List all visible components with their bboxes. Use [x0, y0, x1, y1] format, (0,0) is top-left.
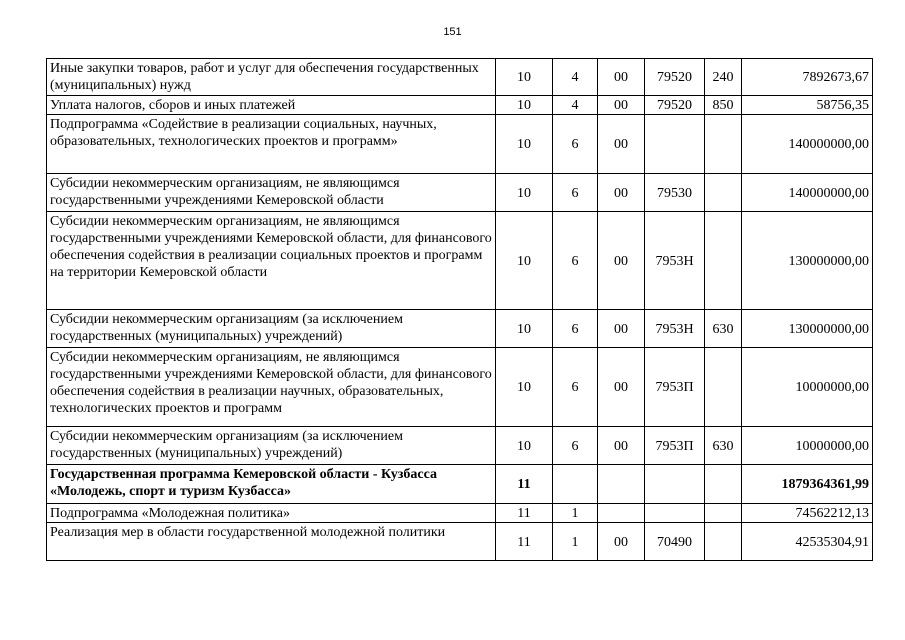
expense-type-code: 240: [705, 59, 742, 96]
amount: 7892673,67: [742, 59, 873, 96]
section-code: 10: [496, 115, 553, 174]
table-row: [47, 427, 873, 465]
subsection-code: 6: [553, 174, 598, 212]
program-code: 00: [598, 427, 645, 465]
target-article-code: 7953П: [645, 348, 705, 427]
row-name: Уплата налогов, сборов и иных платежей: [47, 96, 496, 115]
expense-type-code: [705, 115, 742, 174]
program-code: 00: [598, 59, 645, 96]
target-article-code: 7953Н: [645, 212, 705, 310]
table-row: [47, 348, 873, 427]
budget-table: [46, 58, 873, 561]
program-code: 00: [598, 348, 645, 427]
amount: 58756,35: [742, 96, 873, 115]
subsection-code: 1: [553, 523, 598, 561]
expense-type-code: [705, 174, 742, 212]
expense-type-code: [705, 523, 742, 561]
row-name: Субсидии некоммерческим организациям (за исключением государственных (муниципальных) учреждений): [47, 427, 496, 465]
section-code: 10: [496, 427, 553, 465]
expense-type-code: [705, 504, 742, 523]
table-row: [47, 212, 873, 310]
target-article-code: [645, 115, 705, 174]
expense-type-code: [705, 465, 742, 504]
amount: 1879364361,99: [742, 465, 873, 504]
amount: 74562212,13: [742, 504, 873, 523]
table-row: [47, 465, 873, 504]
amount: 10000000,00: [742, 348, 873, 427]
table-row: [47, 115, 873, 174]
row-name: Подпрограмма «Содействие в реализации социальных, научных, образовательных, технологических проектов и программ»: [47, 115, 496, 174]
row-name: Государственная программа Кемеровской области - Кузбасса «Молодежь, спорт и туризм Кузбасса»: [47, 465, 496, 504]
subsection-code: 6: [553, 310, 598, 348]
target-article-code: [645, 504, 705, 523]
row-name: Субсидии некоммерческим организациям, не являющимся государственными учреждениями Кемеровской области, для финансового обеспечения содействия в реализации социальных проектов и программ на территории Кемеровской области: [47, 212, 496, 310]
section-code: 11: [496, 465, 553, 504]
program-code: 00: [598, 96, 645, 115]
table-row: [47, 504, 873, 523]
program-code: 00: [598, 212, 645, 310]
subsection-code: 6: [553, 115, 598, 174]
program-code: 00: [598, 174, 645, 212]
target-article-code: 7953Н: [645, 310, 705, 348]
amount: 42535304,91: [742, 523, 873, 561]
subsection-code: 6: [553, 348, 598, 427]
row-name: Подпрограмма «Молодежная политика»: [47, 504, 496, 523]
subsection-code: 4: [553, 59, 598, 96]
program-code: [598, 504, 645, 523]
table-row: [47, 96, 873, 115]
subsection-code: 1: [553, 504, 598, 523]
table-row: [47, 523, 873, 561]
row-name: Субсидии некоммерческим организациям (за исключением государственных (муниципальных) учреждений): [47, 310, 496, 348]
amount: 140000000,00: [742, 115, 873, 174]
section-code: 10: [496, 310, 553, 348]
amount: 140000000,00: [742, 174, 873, 212]
expense-type-code: [705, 348, 742, 427]
subsection-code: [553, 465, 598, 504]
section-code: 10: [496, 59, 553, 96]
section-code: 10: [496, 174, 553, 212]
section-code: 10: [496, 348, 553, 427]
table-row: [47, 174, 873, 212]
target-article-code: 79530: [645, 174, 705, 212]
target-article-code: 7953П: [645, 427, 705, 465]
program-code: 00: [598, 115, 645, 174]
expense-type-code: 630: [705, 310, 742, 348]
table-row: [47, 59, 873, 96]
table-row: [47, 310, 873, 348]
row-name: Иные закупки товаров, работ и услуг для обеспечения государственных (муниципальных) нужд: [47, 59, 496, 96]
page-number: 151: [443, 26, 462, 38]
target-article-code: [645, 465, 705, 504]
amount: 10000000,00: [742, 427, 873, 465]
amount: 130000000,00: [742, 310, 873, 348]
subsection-code: 4: [553, 96, 598, 115]
expense-type-code: 850: [705, 96, 742, 115]
subsection-code: 6: [553, 212, 598, 310]
row-name: Реализация мер в области государственной молодежной политики: [47, 523, 496, 561]
target-article-code: 79520: [645, 96, 705, 115]
program-code: 00: [598, 310, 645, 348]
subsection-code: 6: [553, 427, 598, 465]
target-article-code: 79520: [645, 59, 705, 96]
row-name: Субсидии некоммерческим организациям, не являющимся государственными учреждениями Кемеровской области: [47, 174, 496, 212]
expense-type-code: 630: [705, 427, 742, 465]
row-name: Субсидии некоммерческим организациям, не являющимся государственными учреждениями Кемеровской области, для финансового обеспечения содействия в реализации научных, образовательных, технологических проектов и программ: [47, 348, 496, 427]
section-code: 11: [496, 504, 553, 523]
section-code: 11: [496, 523, 553, 561]
expense-type-code: [705, 212, 742, 310]
program-code: 00: [598, 523, 645, 561]
section-code: 10: [496, 96, 553, 115]
target-article-code: 70490: [645, 523, 705, 561]
amount: 130000000,00: [742, 212, 873, 310]
section-code: 10: [496, 212, 553, 310]
program-code: [598, 465, 645, 504]
